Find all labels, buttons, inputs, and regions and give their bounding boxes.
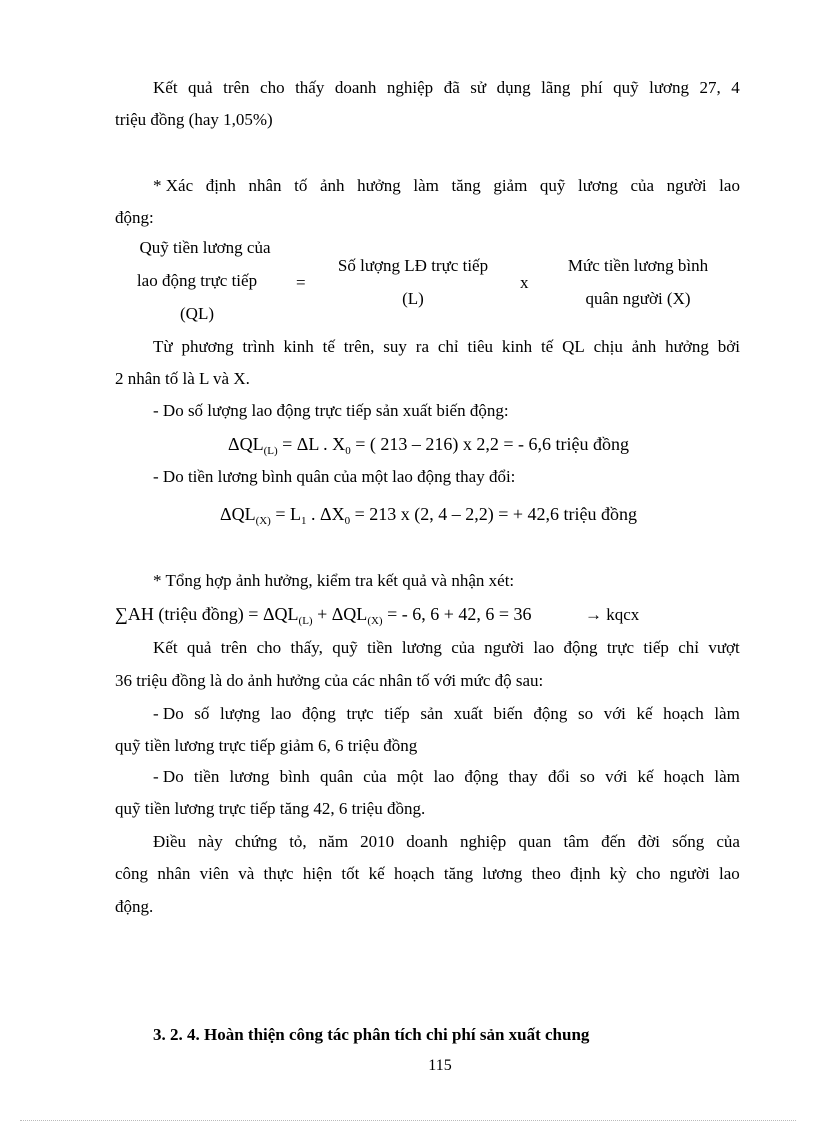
page-bottom-divider — [20, 1120, 796, 1121]
sum-part-b: + ΔQL — [312, 604, 368, 624]
word: cho — [260, 78, 285, 97]
bullet3-line2: quỹ tiền lương trực tiếp giảm 6, 6 triệu đồng — [115, 736, 418, 755]
word: giảm — [493, 176, 528, 195]
sum-part-a: ∑AH (triệu đồng) = ΔQL — [115, 604, 299, 624]
word: lương — [229, 767, 270, 786]
word: trên — [220, 638, 248, 657]
word: hưởng — [665, 337, 709, 356]
word: thấy — [295, 78, 325, 97]
word: trên — [223, 78, 250, 97]
word: so — [579, 767, 595, 786]
word: chỉ — [678, 638, 699, 657]
word: Kết — [153, 638, 178, 657]
word: tố — [294, 176, 308, 195]
word: doanh — [406, 832, 448, 851]
word: tế — [540, 337, 554, 356]
word: hoạch — [663, 767, 705, 786]
word: 4 — [731, 78, 740, 97]
word: kế — [636, 704, 653, 723]
para5-line2 — [115, 864, 740, 884]
word: tiền — [193, 767, 220, 786]
word: bình — [279, 767, 310, 786]
word: thay — [508, 767, 538, 786]
word: đã — [443, 78, 460, 97]
bullet1-equation — [228, 434, 629, 457]
word: lao — [719, 864, 740, 883]
word: kế — [368, 864, 385, 883]
word: doanh — [334, 78, 377, 97]
word: lương — [401, 638, 442, 657]
word: Điều — [153, 832, 187, 851]
eq2-sub3: 0 — [344, 515, 351, 527]
word: năm — [318, 832, 349, 851]
word: quả — [186, 638, 212, 657]
word: hưởng — [357, 176, 401, 195]
formula-right-line1: Mức tiền lương bình — [567, 256, 709, 275]
sum-sub2: (X) — [367, 615, 383, 627]
formula-left-line3: (QL) — [180, 304, 214, 323]
word: kế — [637, 767, 654, 786]
word: dụng — [496, 78, 531, 97]
word: thấy, — [290, 638, 323, 657]
word: tiêu — [467, 337, 493, 356]
para4-line1 — [153, 638, 740, 658]
word: 27, — [699, 78, 721, 97]
word: thực — [263, 864, 294, 883]
word: định — [205, 176, 236, 195]
bullet4-line2: quỹ tiền lương trực tiếp tăng 42, 6 triệu đồng. — [115, 799, 426, 818]
word: lương — [482, 864, 523, 883]
word: lao — [533, 638, 555, 657]
word: Kết — [153, 78, 178, 97]
formula-left-line2: lao động trực tiếp — [136, 271, 258, 290]
bullet1-text: - Do số lượng lao động trực tiếp sản xuất biến động: — [153, 401, 509, 420]
formula-left-line1: Quỹ tiền lương của — [139, 238, 271, 257]
word: trực — [346, 704, 374, 723]
word: ảnh — [319, 176, 345, 195]
section-heading: 3. 2. 4. Hoàn thiện công tác phân tích chi phí sản xuất chung — [153, 1025, 590, 1044]
eq2-part-b: = L — [270, 504, 302, 524]
word: công — [115, 864, 149, 883]
para1-line2: triệu đồng (hay 1,05%) — [115, 110, 273, 129]
word: sống — [672, 832, 705, 851]
word: * Xác — [153, 176, 194, 195]
eq1-part-b: = ΔL . X — [277, 434, 346, 454]
word: của — [716, 832, 740, 851]
word: tiếp — [384, 704, 410, 723]
para5-line3: động. — [115, 897, 154, 916]
word: theo — [531, 864, 561, 883]
word: một — [396, 767, 424, 786]
word: ảnh — [631, 337, 657, 356]
bullet2-equation — [220, 504, 638, 527]
word: quỹ — [613, 78, 639, 97]
word: lao — [719, 176, 740, 195]
word: kinh — [501, 337, 533, 356]
word: lương — [577, 176, 618, 195]
word: làm — [413, 176, 439, 195]
word: sản — [420, 704, 444, 723]
eq2-part-a: ΔQL — [220, 504, 256, 524]
eq1-part-c: = ( 213 – 216) x 2,2 = - 6,6 triệu đồng — [350, 434, 629, 454]
word: người — [669, 864, 710, 883]
word: lượng — [220, 704, 260, 723]
eq1-sub1: (L) — [263, 445, 278, 457]
para4-line2: 36 triệu đồng là do ảnh hưởng của các nhân tố với mức độ sau: — [115, 671, 544, 690]
word: tiếp — [643, 638, 669, 657]
eq2-sub1: (X) — [255, 515, 271, 527]
word: phí — [580, 78, 603, 97]
word: nghiệp — [459, 832, 507, 851]
word: tế — [322, 337, 335, 356]
word: vượt — [708, 638, 740, 657]
summary-heading: * Tổng hợp ảnh hưởng, kiểm tra kết quả và nhận xét: — [153, 571, 515, 590]
eq2-part-d: = 213 x (2, 4 – 2,2) = + 42,6 triệu đồng — [350, 504, 638, 524]
word: động — [533, 704, 568, 723]
word: với — [603, 704, 626, 723]
bullet2-text: - Do tiền lương bình quân của một lao động thay đổi: — [153, 467, 516, 486]
word: trực — [606, 638, 635, 657]
word: chịu — [593, 337, 623, 356]
word: cho — [256, 638, 282, 657]
word: của — [630, 176, 655, 195]
word: lãng — [541, 78, 571, 97]
word: quân — [319, 767, 353, 786]
formula-equals: = — [296, 273, 306, 292]
word: trên, — [343, 337, 375, 356]
word: ra — [415, 337, 429, 356]
word: sử — [470, 78, 487, 97]
word: người — [484, 638, 525, 657]
word: chỉ — [437, 337, 459, 356]
word: quan — [518, 832, 552, 851]
word: hoạch — [393, 864, 435, 883]
word: này — [198, 832, 223, 851]
word: tâm — [563, 832, 589, 851]
word: của — [451, 638, 475, 657]
formula-right-line2: quân người (X) — [585, 289, 691, 308]
word: định — [570, 864, 601, 883]
word: so — [577, 704, 594, 723]
word: 2010 — [360, 832, 395, 851]
word: động — [464, 767, 499, 786]
word: tốt — [341, 864, 360, 883]
formula-mid-line2: (L) — [402, 289, 424, 308]
eq2-sub2: 1 — [301, 515, 307, 527]
word: suy — [383, 337, 407, 356]
word: làm — [714, 704, 740, 723]
word: tỏ, — [289, 832, 307, 851]
eq1-part-a: ΔQL — [228, 434, 264, 454]
word: người — [666, 176, 707, 195]
word: trình — [242, 337, 275, 356]
word: hoạch — [663, 704, 704, 723]
word: phương — [181, 337, 234, 356]
word: Từ — [153, 337, 173, 356]
para5-line1 — [153, 832, 740, 852]
word: kỳ — [609, 864, 627, 883]
word: lao — [433, 767, 455, 786]
word: số — [194, 704, 210, 723]
word: cho — [635, 864, 661, 883]
word: hiện — [302, 864, 333, 883]
para2-line1 — [153, 176, 740, 196]
word: kinh — [283, 337, 314, 356]
word: động — [563, 638, 598, 657]
word: biến — [493, 704, 523, 723]
word: chứng — [234, 832, 278, 851]
para3-line1 — [153, 337, 740, 357]
word: nhân — [157, 864, 191, 883]
word: - Do — [153, 704, 184, 723]
word: tiền — [367, 638, 393, 657]
word: nghiệp — [386, 78, 434, 97]
word: của — [363, 767, 387, 786]
word: đến — [601, 832, 626, 851]
word: quỹ — [332, 638, 358, 657]
formula-mid-line1: Số lượng LĐ trực tiếp — [337, 256, 489, 275]
para1-line1 — [153, 78, 740, 98]
word: đổi — [547, 767, 570, 786]
word: động — [301, 704, 336, 723]
word: đời — [637, 832, 660, 851]
word: xuất — [453, 704, 483, 723]
word: - Do — [153, 767, 184, 786]
word: nhân — [248, 176, 282, 195]
bullet3-line1 — [153, 704, 740, 724]
word: viên — [199, 864, 229, 883]
word: quả — [188, 78, 213, 97]
word: lương — [649, 78, 690, 97]
word: bởi — [717, 337, 740, 356]
eq1-sub2: 0 — [345, 445, 351, 457]
sum-part-c: = - 6, 6 + 42, 6 = 36 — [382, 604, 532, 624]
sum-sub1: (L) — [298, 615, 313, 627]
word: làm — [714, 767, 740, 786]
eq2-part-c: . ΔX — [306, 504, 345, 524]
word: với — [605, 767, 628, 786]
page-number: 115 — [428, 1057, 452, 1074]
formula-times: x — [520, 273, 529, 292]
word: lao — [270, 704, 292, 723]
word: tăng — [443, 864, 474, 883]
word: và — [238, 864, 255, 883]
summary-equation — [115, 604, 532, 627]
summary-arrow-result: → kqcx — [585, 605, 640, 624]
bullet4-line1 — [153, 767, 740, 787]
para3-line2: 2 nhân tố là L và X. — [115, 369, 250, 388]
word: tăng — [451, 176, 481, 195]
word: QL — [562, 337, 585, 356]
para2-line2: động: — [115, 208, 154, 227]
word: quỹ — [539, 176, 566, 195]
